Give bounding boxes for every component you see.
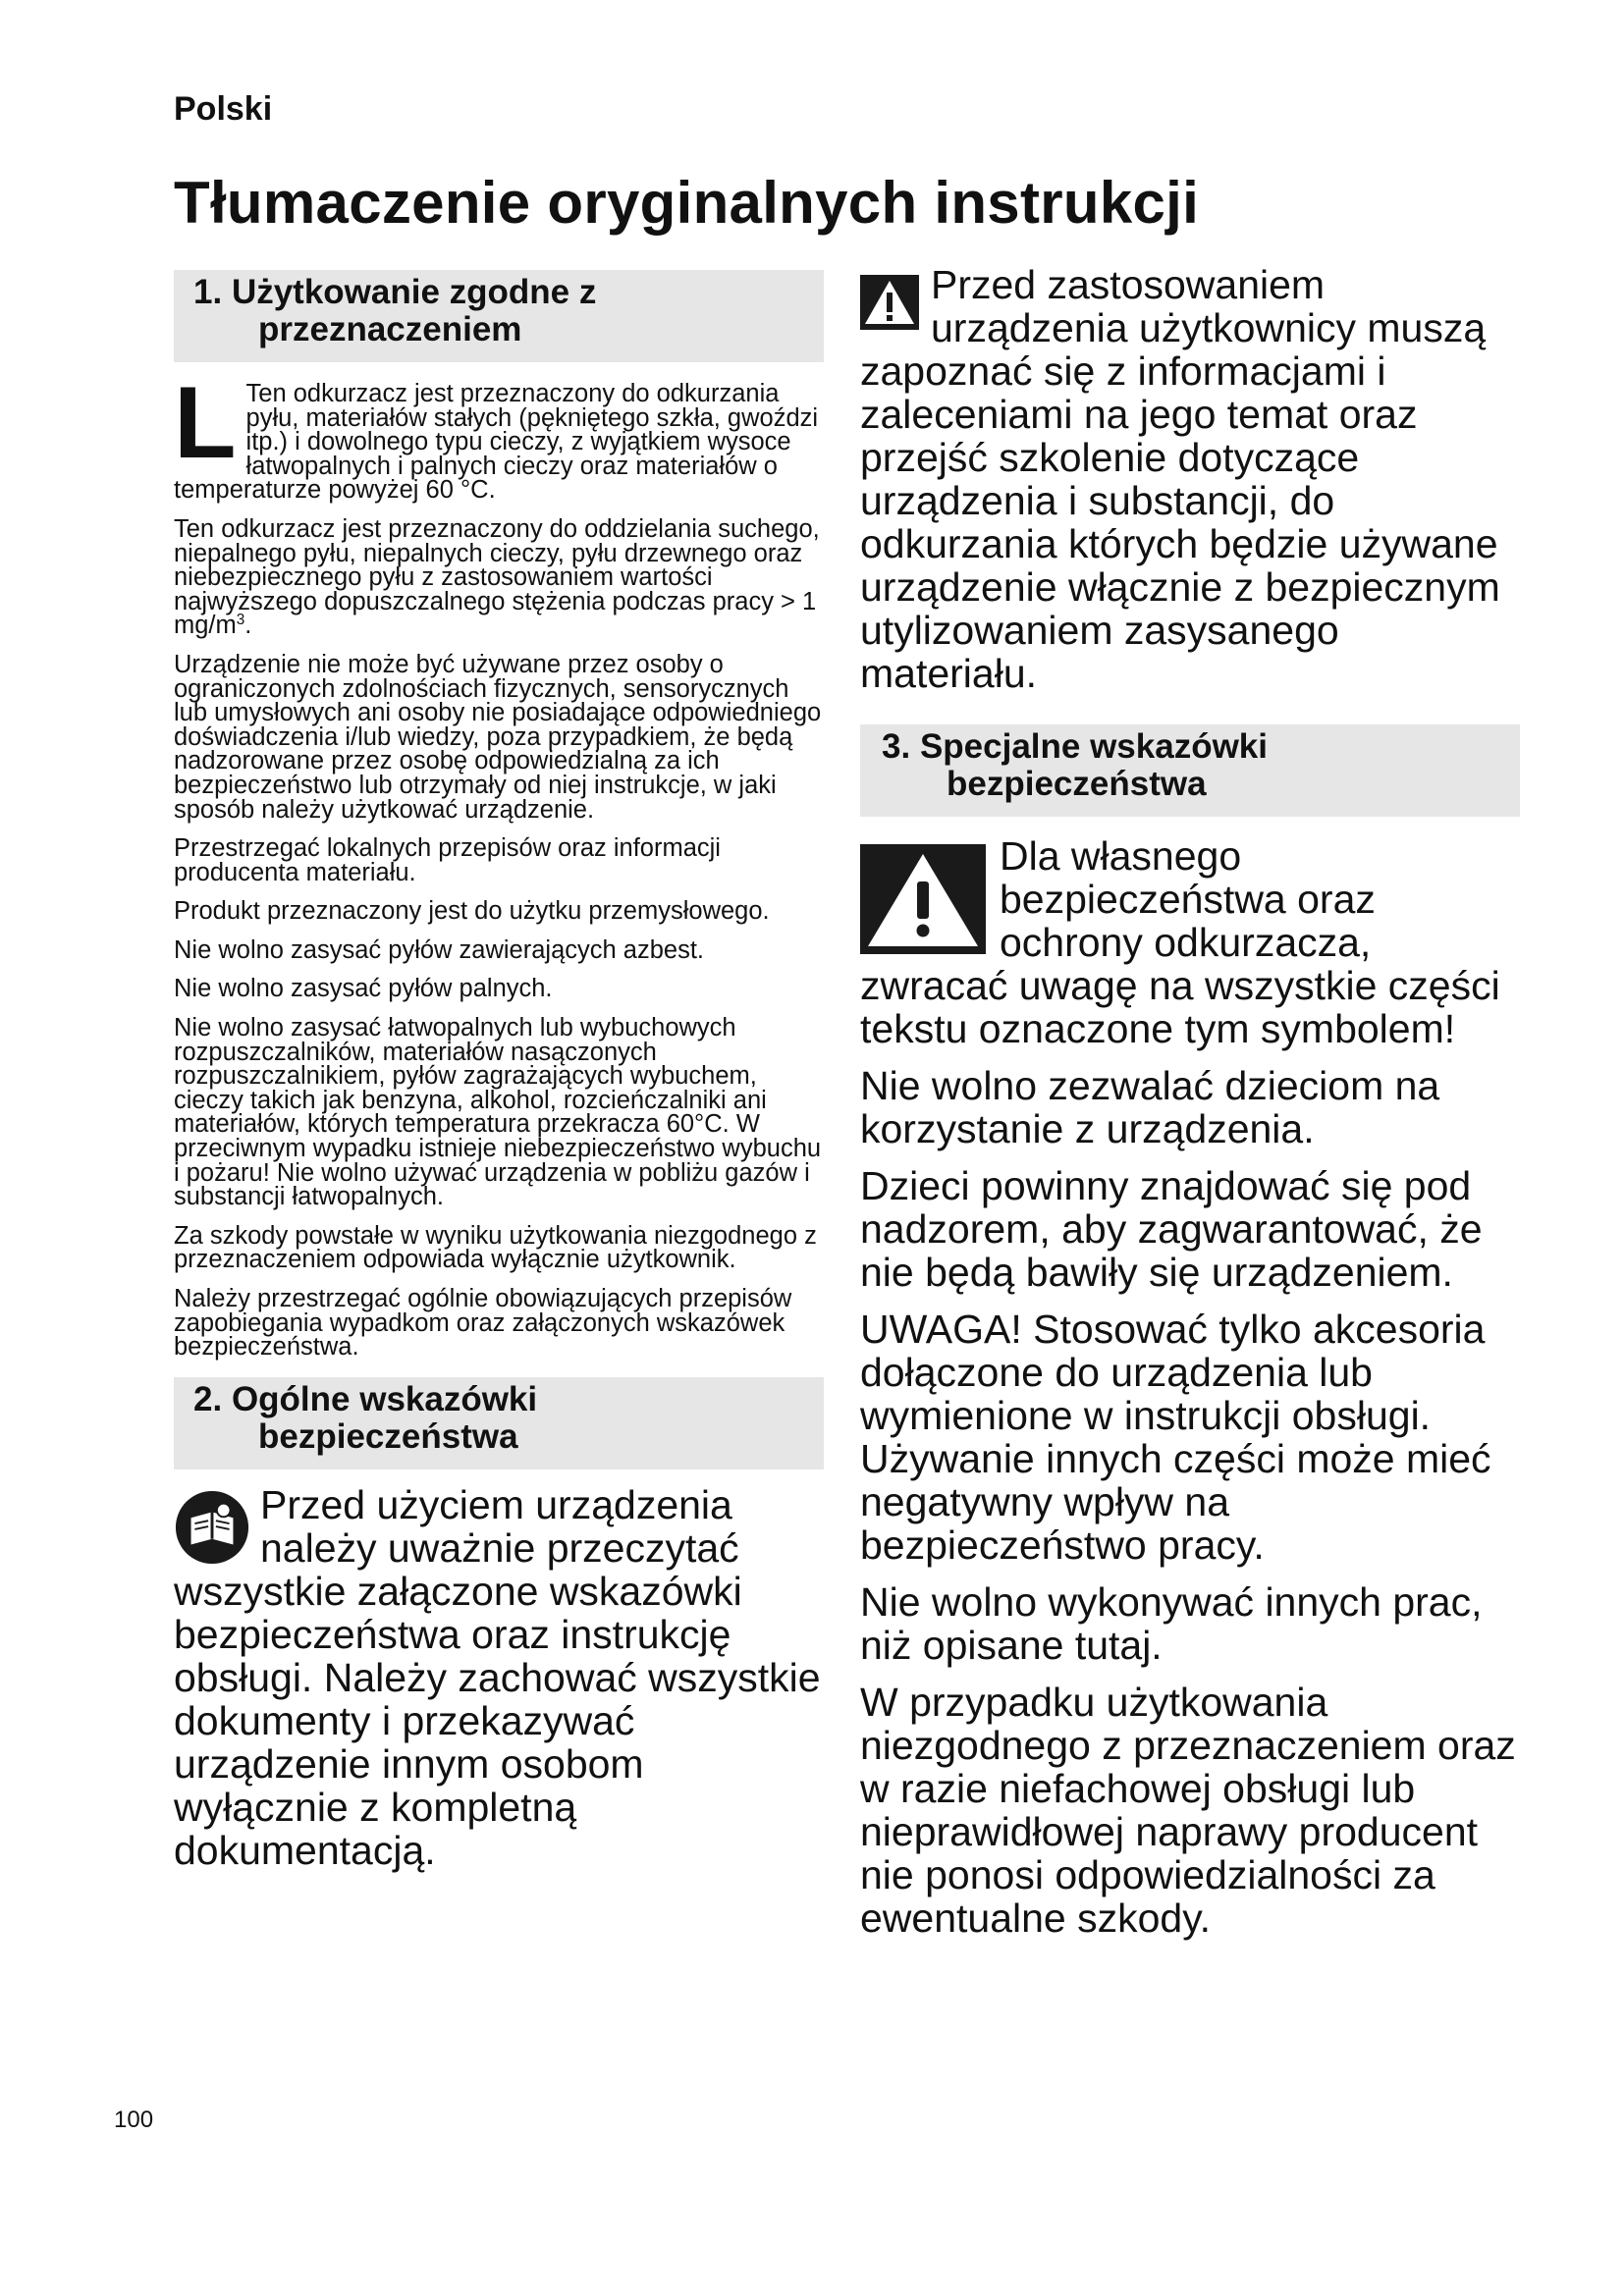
section-1-paragraph-9: Za szkody powstałe w wyniku użytkowania niezgodnego z przeznaczeniem odpowiada wyłącznie użytkownik.	[174, 1221, 817, 1274]
section-2-title-line2: bezpieczeństwa	[258, 1416, 518, 1456]
section-3-paragraph-6: W przypadku użytkowania niezgodnego z przeznaczeniem oraz w razie niefachowej obsługi lub nieprawidłowej naprawy producent nie ponosi odpowiedzialności za ewentualne szkody.	[860, 1680, 1516, 1941]
section-1-paragraph-2: Ten odkurzacz jest przeznaczony do oddzielania suchego, niepalnego pyłu, niepalnych cieczy, pyłu drzewnego oraz niebezpiecznego pyłu z zastosowaniem wartości najwyższego dopuszczalnego stężenia podczas pracy > 1 $mg/m^3$.	[174, 514, 820, 640]
section-1-title-line2: przeznaczeniem	[258, 310, 522, 348]
language-label: Polski	[174, 90, 273, 128]
read-manual-icon	[174, 1489, 250, 1566]
section-1-paragraph-5: Produkt przeznaczony jest do użytku przemysłowego.	[174, 897, 770, 926]
section-1-paragraph-1: L Ten odkurzacz jest przeznaczony do odkurzania pyłu, materiałów stałych (pękniętego szkła, gwoździ itp.) i dowolnego typu cieczy, z wyjątkiem wysoce łatwopalnych i palnych cieczy oraz materiałów o temperaturze powyżej 60 °C.	[174, 366, 819, 505]
intro-paragraph: Przed zastosowaniem urządzenia użytkownicy muszą zapoznać się z informacjami i zaleceniami na jego temat oraz przejść szkolenie dotyczące urządzenia i substancji, do odkurzania których będzie używane urządzenie włącznie z bezpiecznym utylizowaniem zasysanego materiału.	[860, 262, 1500, 696]
drop-cap-letter: L	[174, 366, 237, 480]
section-1-paragraph-3: Urządzenie nie może być używane przez osoby o ograniczonych zdolnościach fizycznych, sensorycznych lub umysłowych ani osoby nie posiadające odpowiedniego doświadczenia i/lub wiedzy, poza przypadkiem, że będą nadzorowane przez osobę odpowiedzialną za ich bezpieczeństwo lub otrzymały od niej instrukcje, w jaki sposób należy użytkować urządzenie.	[174, 650, 822, 824]
section-3-paragraph-5: Nie wolno wykonywać innych prac, niż opisane tutaj.	[860, 1579, 1483, 1668]
section-1-heading	[174, 270, 824, 362]
page-number: 100	[114, 2107, 154, 2133]
section-1-title-line1: Użytkowanie zgodne z	[231, 273, 597, 311]
section-3-paragraph-2: Nie wolno zezwalać dzieciom na korzystanie z urządzenia.	[860, 1063, 1440, 1151]
right-intro	[860, 263, 1520, 695]
section-2-number: 2.	[193, 1379, 223, 1418]
warning-triangle-icon	[860, 275, 919, 330]
section-3-number: 3.	[882, 727, 911, 766]
section-1-paragraph-8: Nie wolno zasysać łatwopalnych lub wybuchowych rozpuszczalników, materiałów nasączonych rozpuszczalnikiem, pyłów zagrażających wybuchem, cieczy takich jak benzyna, alkohol, rozcieńczalniki ani materiałów, których temperatura przekracza 60°C. W przeciwnym wypadku istnieje niebezpieczeństwo wybuchu i pożaru! Nie wolno używać urządzenia w pobliżu gazów i substancji łatwopalnych.	[174, 1014, 822, 1211]
section-2-paragraph-1: Przed użyciem urządzenia należy uważnie przeczytać wszystkie załączone wskazówki bezpieczeństwa oraz instrukcję obsługi. Należy zachować wszystkie dokumenty i przekazywać urządzenie innym osobom wyłącznie z kompletną dokumentacją.	[174, 1481, 821, 1873]
section-2-body	[174, 1483, 824, 1872]
section-1-paragraph-6: Nie wolno zasysać pyłów zawierających azbest.	[174, 935, 704, 964]
section-3-paragraph-1: Dla własnego bezpieczeństwa oraz ochrony odkurzacza, zwracać uwagę na wszystkie części tekstu oznaczone tym symbolem!	[860, 833, 1500, 1051]
section-1-paragraph-10: Należy przestrzegać ogólnie obowiązujących przepisów zapobiegania wypadkom oraz załączonych wskazówek bezpieczeństwa.	[174, 1285, 792, 1362]
section-3-title-line1: Specjalne wskazówki	[919, 727, 1268, 766]
section-2-title-line1: Ogólne wskazówki	[231, 1379, 538, 1418]
section-1-paragraph-4: Przestrzegać lokalnych przepisów oraz informacji producenta materiału.	[174, 834, 721, 886]
section-3-title-line2: bezpieczeństwa	[947, 765, 1207, 803]
section-1-paragraph-7: Nie wolno zasysać pyłów palnych.	[174, 975, 553, 1003]
left-column	[174, 270, 824, 1886]
section-3-body	[860, 834, 1520, 1940]
right-column	[860, 263, 1520, 1953]
warning-triangle-large-icon	[860, 844, 986, 954]
section-3-paragraph-4: UWAGA! Stosować tylko akcesoria dołączone do urządzenia lub wymienione w instrukcji obsługi. Używanie innych części może mieć negatywny wpływ na bezpieczeństwo pracy.	[860, 1307, 1491, 1568]
section-1-body	[174, 366, 824, 1362]
section-1-number: 1.	[193, 273, 223, 311]
page-title: Tłumaczenie oryginalnych instrukcji	[174, 170, 1200, 236]
section-3-paragraph-3: Dzieci powinny znajdować się pod nadzorem, aby zagwarantować, że nie będą bawiły się urządzeniem.	[860, 1163, 1483, 1295]
section-2-heading	[174, 1377, 824, 1469]
section-3-heading	[860, 724, 1520, 817]
